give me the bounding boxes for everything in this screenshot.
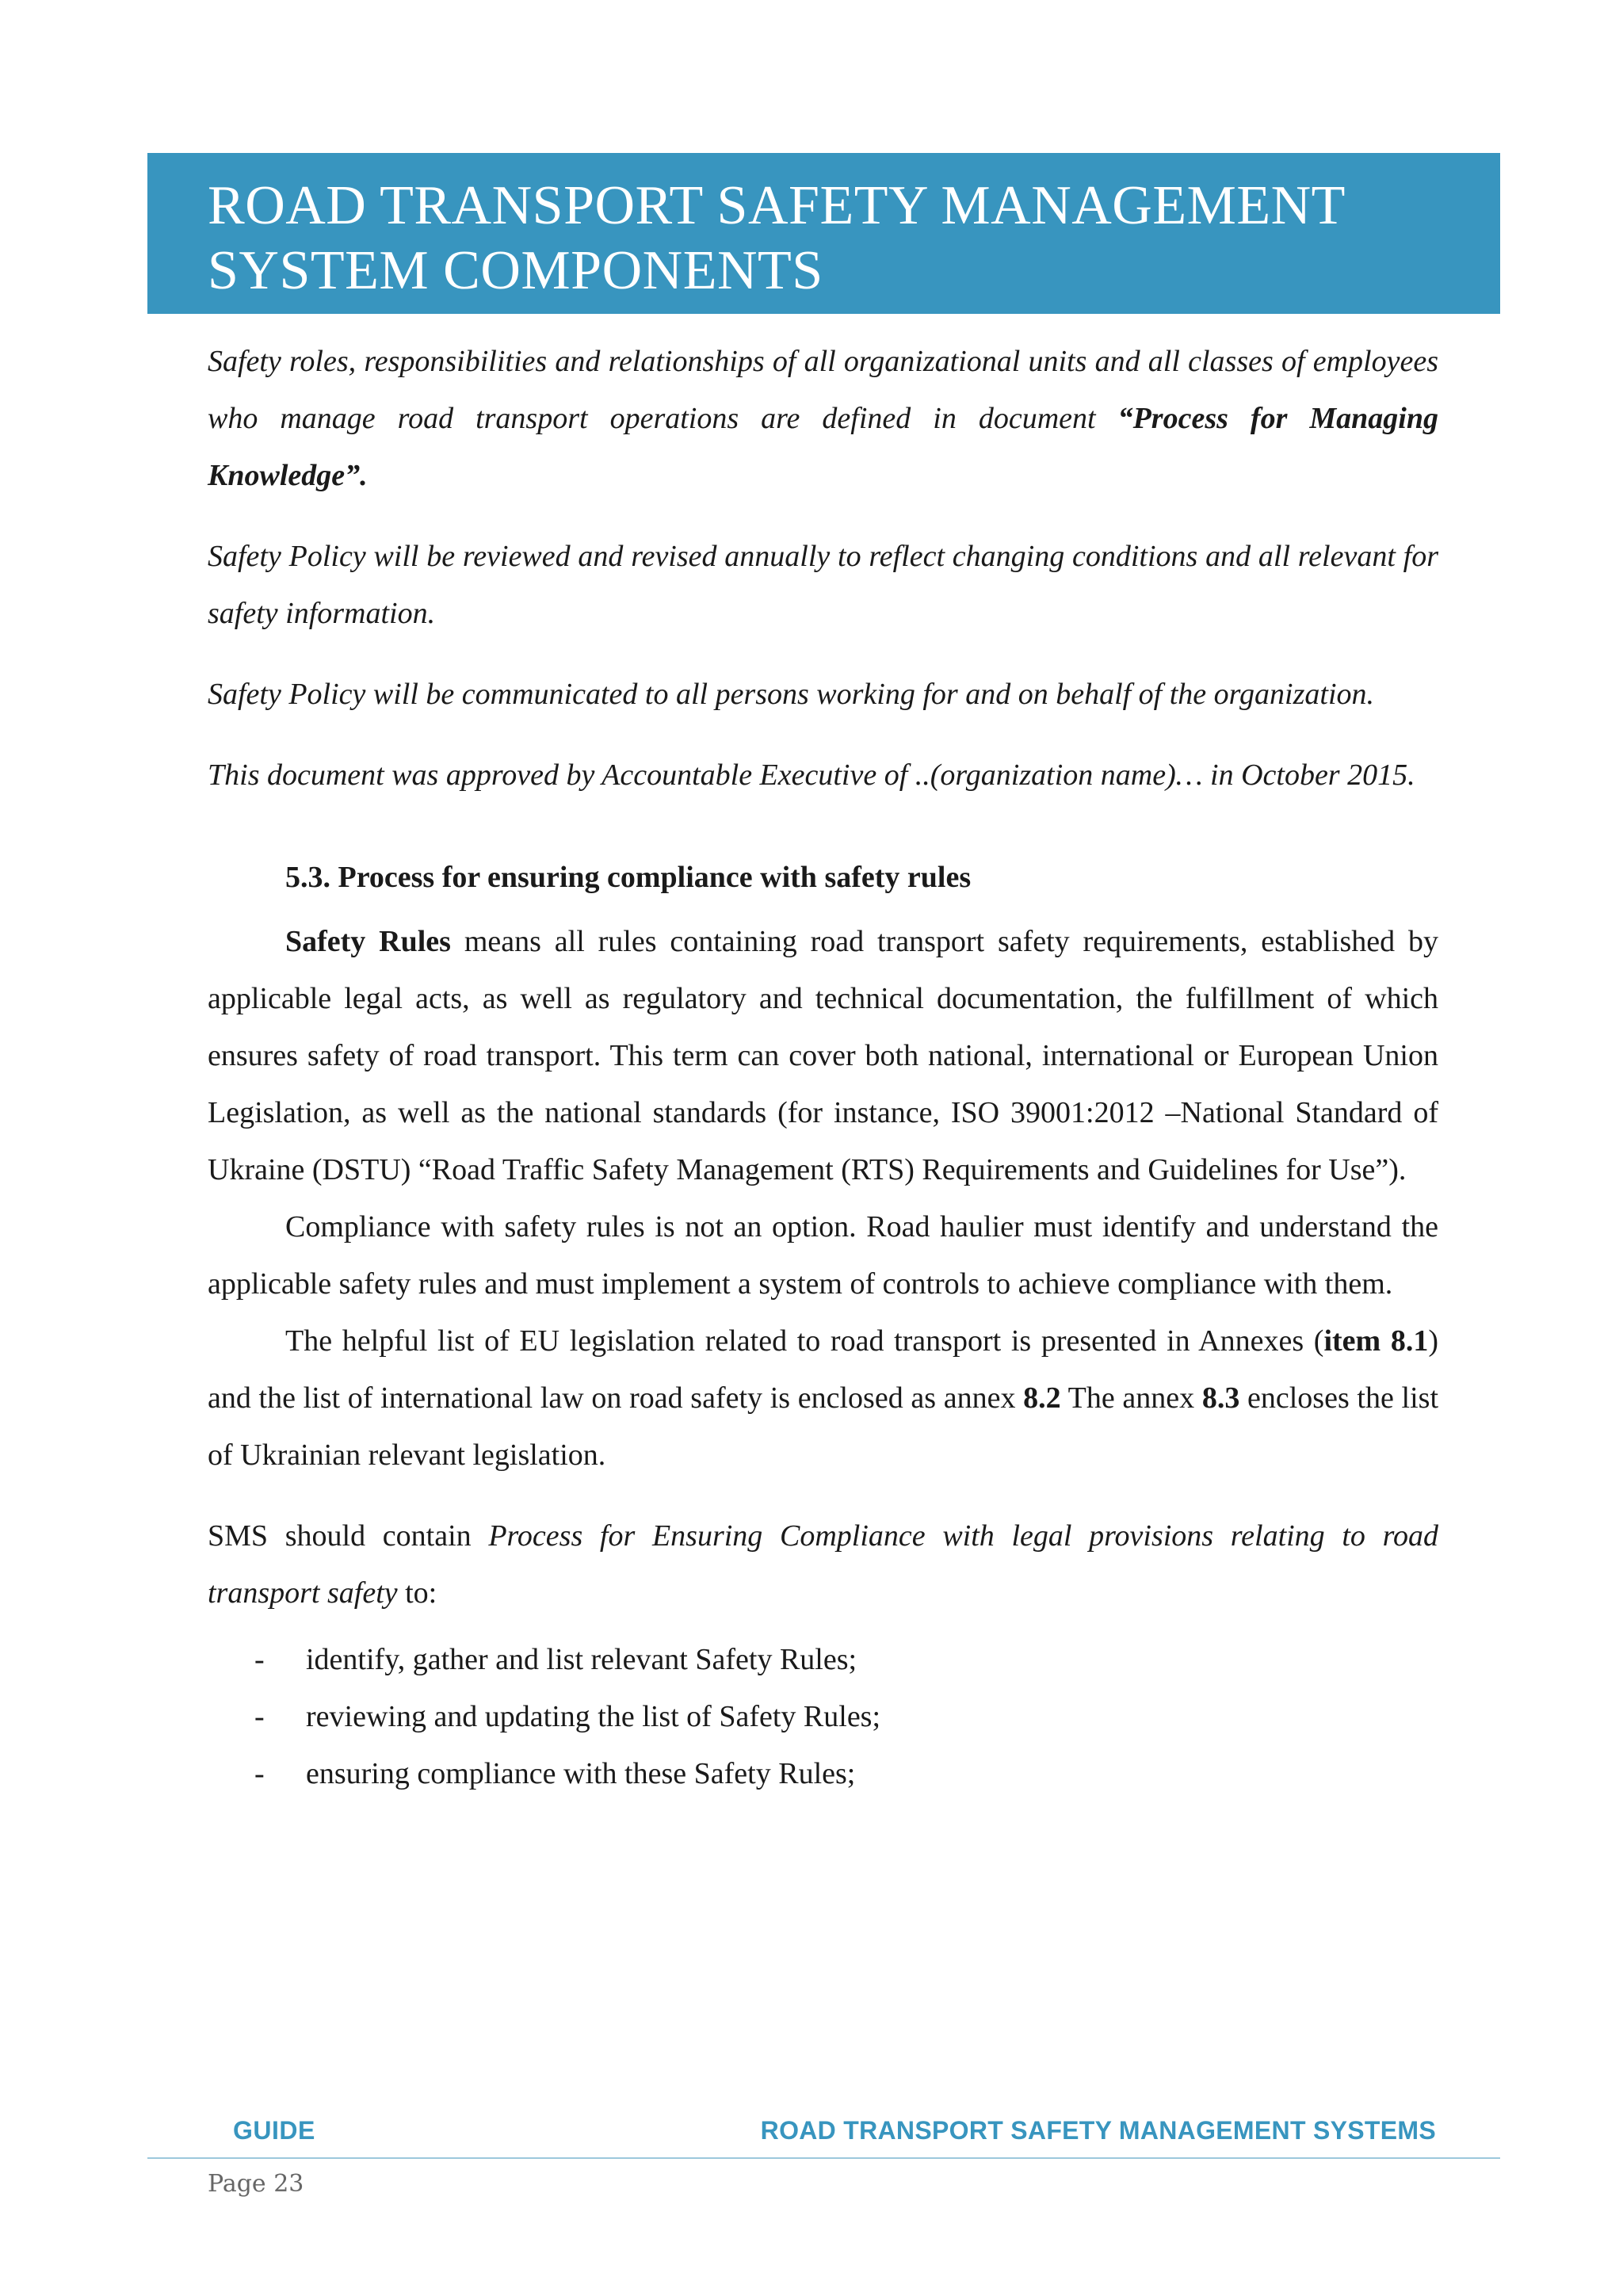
sms-text-2: to: [397, 1576, 437, 1610]
sms-text-1: SMS should contain [208, 1519, 489, 1553]
annex-ref-8-3: 8.3 [1201, 1381, 1240, 1415]
paragraph-policy-communication: Safety Policy will be communicated to all persons working for and on behalf of the organization. [208, 678, 1374, 711]
annex-ref-8-2: 8.2 [1023, 1381, 1061, 1415]
paragraph-policy-review: Safety Policy will be reviewed and revised annually to reflect changing conditions and all relevant for safety information. [208, 540, 1438, 630]
paragraph-compliance: Compliance with safety rules is not an option. Road haulier must identify and understand the applicable safety rules and must implement a system of controls to achieve compliance with them. [208, 1210, 1438, 1301]
compliance-list [208, 1631, 1438, 1802]
footer-divider [147, 2157, 1500, 2159]
footer-document-title: ROAD TRANSPORT SAFETY MANAGEMENT SYSTEMS [760, 2116, 1436, 2145]
paragraph-approval: This document was approved by Accountable Executive of ..(organization name)… in October 2015. [208, 758, 1415, 792]
list-item-text: reviewing and updating the list of Safety Rules; [306, 1700, 881, 1733]
paragraph-annexes [208, 1312, 1438, 1484]
page-content [208, 333, 1438, 1802]
list-item [208, 1631, 1438, 1688]
list-item-text: identify, gather and list relevant Safety Rules; [306, 1643, 857, 1676]
page-number: Page 23 [208, 2170, 304, 2198]
list-item-text: ensuring compliance with these Safety Rules; [306, 1757, 856, 1790]
banner-title-line-1: ROAD TRANSPORT SAFETY MANAGEMENT [208, 175, 1346, 236]
document-reference: “Process for Managing Knowledge”. [208, 402, 1438, 492]
paragraph-roles-text: Safety roles, responsibilities and relationships of all organizational units and all classes of employees who manage road transport operations are defined in document [208, 345, 1438, 435]
safety-rules-term: Safety Rules [285, 925, 451, 958]
paragraph-roles [208, 333, 1438, 504]
banner-title-line-2: SYSTEM COMPONENTS [208, 240, 823, 301]
list-dash: - [254, 1757, 265, 1790]
annex-text-3: The annex [1060, 1381, 1202, 1415]
sms-process-name: Process for Ensuring Compliance with legal provisions relating to road transport safety [208, 1519, 1438, 1610]
list-dash: - [254, 1643, 265, 1676]
annex-text-1: The helpful list of EU legislation related to road transport is presented in Annexes ( [285, 1324, 1324, 1358]
section-heading: 5.3. Process for ensuring compliance with safety rules [285, 861, 972, 894]
section-banner [147, 153, 1500, 314]
list-dash: - [254, 1700, 265, 1733]
paragraph-safety-rules [208, 913, 1438, 1198]
annex-text-4: encloses the list of Ukrainian relevant legislation. [208, 1381, 1438, 1472]
list-item [208, 1688, 1438, 1745]
paragraph-sms [208, 1507, 1438, 1622]
footer-guide-label: GUIDE [233, 2116, 315, 2145]
annex-item-ref: item 8.1 [1323, 1324, 1429, 1358]
annex-text-2: ) and the list of international law on road safety is enclosed as annex [208, 1324, 1439, 1415]
list-item [208, 1745, 1438, 1802]
page-footer [147, 2116, 1500, 2157]
banner-title [208, 174, 1476, 304]
safety-rules-definition: means all rules containing road transport safety requirements, established by applicable legal acts, as well as regulatory and technical documentation, the fulfillment of which ensures safety of road transport. This term can cover both national, international or European Union Legislation, as well as the national standards (for instance, ISO 39001:2012 –National Standard of Ukraine (DSTU) “Road Traffic Safety Management (RTS) Requirements and Guidelines for Use”). [208, 925, 1438, 1186]
